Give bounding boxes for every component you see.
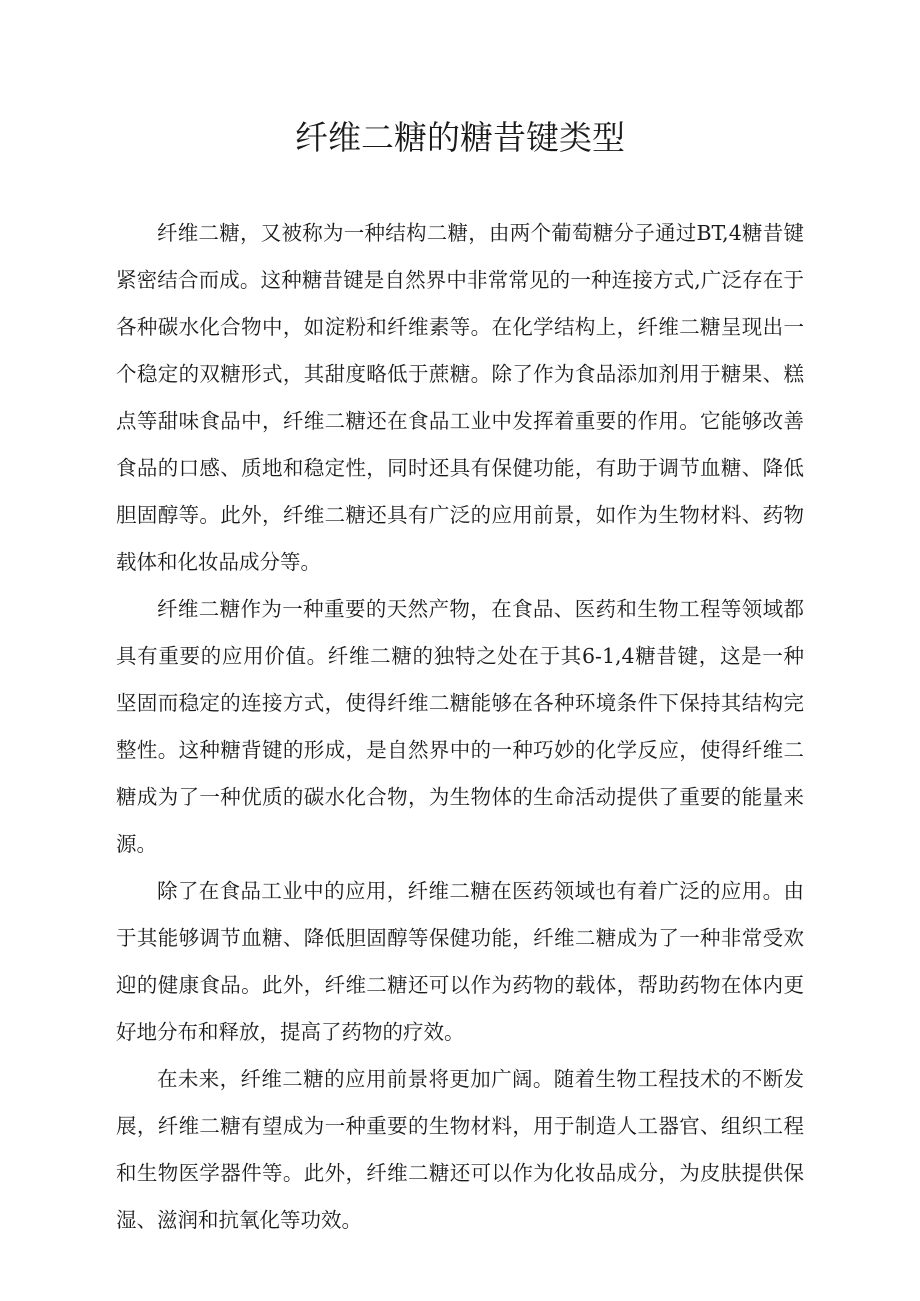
document-body (116, 210, 804, 1244)
paragraph-4: 在未来，纤维二糖的应用前景将更加广阔。随着生物工程技术的不断发展，纤维二糖有望成为一种重要的生物材料，用于制造人工器官、组织工程和生物医学器件等。此外，纤维二糖还可以作为化妆品成分，为皮肤提供保湿、滋润和抗氧化等功效。 (116, 1067, 804, 1232)
paragraph-2: 纤维二糖作为一种重要的天然产物，在食品、医药和生物工程等领域都具有重要的应用价值。纤维二糖的独特之处在于其6-1,4糖昔键，这是一种坚固而稳定的连接方式，使得纤维二糖能够在各种环境条件下保持其结构完整性。这种糖背键的形成，是自然界中的一种巧妙的化学反应，使得纤维二糖成为了一种优质的碳水化合物，为生物体的生命活动提供了重要的能量来源。 (116, 597, 804, 856)
paragraph-1: 纤维二糖，又被称为一种结构二糖，由两个葡萄糖分子通过BT,4糖昔键紧密结合而成。这种糖昔键是自然界中非常常见的一种连接方式,广泛存在于各种碳水化合物中，如淀粉和纤维素等。在化学结构上，纤维二糖呈现出一个稳定的双糖形式，其甜度略低于蔗糖。除了作为食品添加剂用于糖果、糕点等甜味食品中，纤维二糖还在食品工业中发挥着重要的作用。它能够改善食品的口感、质地和稳定性，同时还具有保健功能，有助于调节血糖、降低胆固醇等。此外，纤维二糖还具有广泛的应用前景，如作为生物材料、药物载体和化妆品成分等。 (116, 221, 804, 574)
paragraph-3: 除了在食品工业中的应用，纤维二糖在医药领域也有着广泛的应用。由于其能够调节血糖、降低胆固醇等保健功能，纤维二糖成为了一种非常受欢迎的健康食品。此外，纤维二糖还可以作为药物的载体，帮助药物在体内更好地分布和释放，提高了药物的疗效。 (116, 879, 804, 1044)
document-title: 纤维二糖的糖昔键类型 (295, 118, 625, 157)
